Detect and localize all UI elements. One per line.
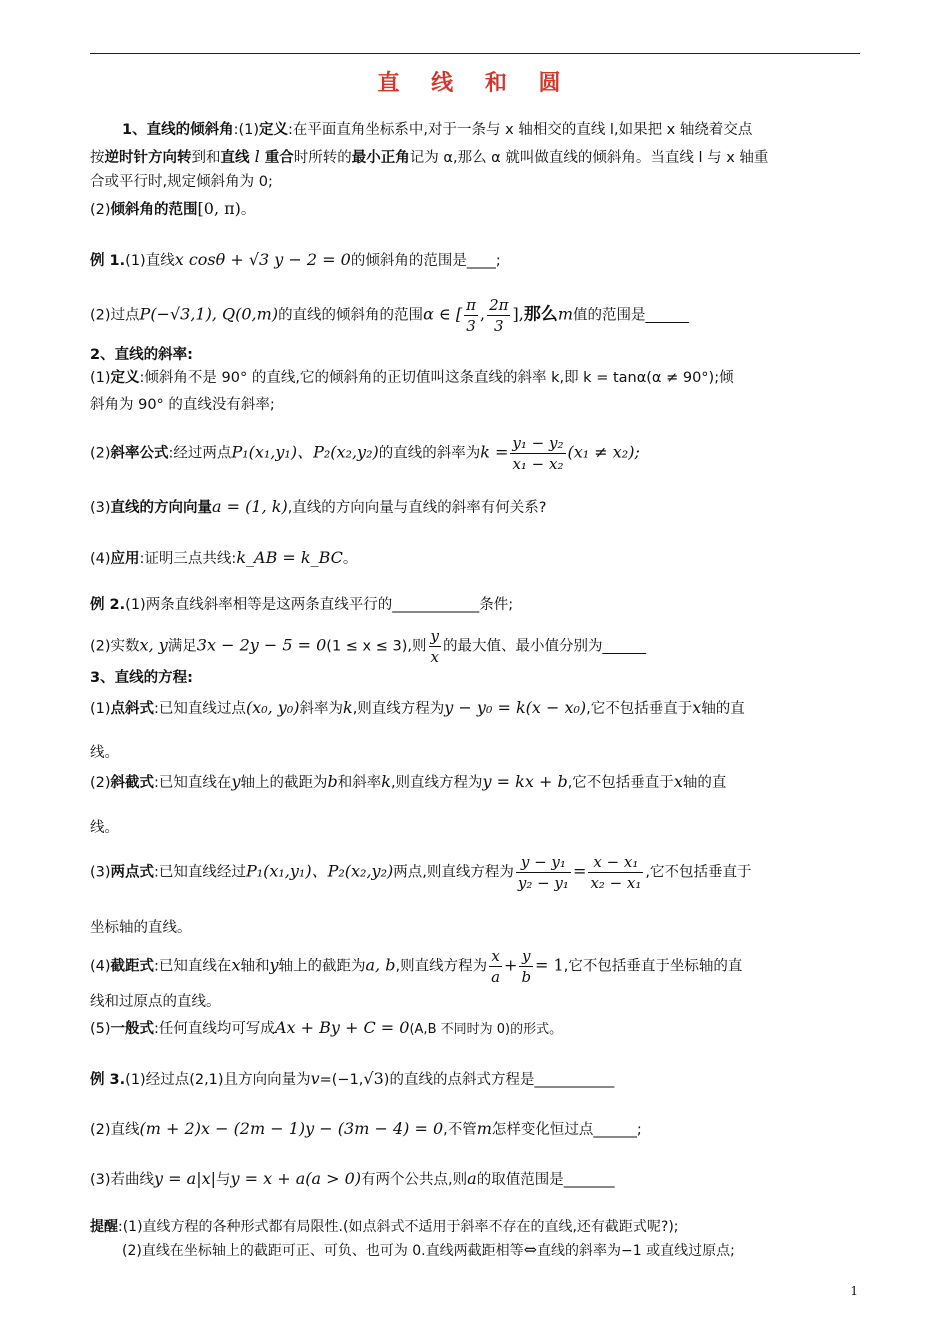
sec1-line4	[90, 199, 255, 220]
sec3-two-point-cont: 坐标轴的直线。	[90, 920, 192, 936]
sec1-bold: 最小正角	[351, 150, 410, 166]
ex2-text: (1)两条直线斜率相等是这两条直线平行的____________条件;	[125, 597, 514, 613]
sec1-text: 。	[240, 202, 256, 218]
sec1-text: :在平面直角坐标系中,对于一条与 x 轴相交的直线 l,如果把 x 轴绕着交点	[288, 122, 753, 138]
sec3-math: = 1	[535, 955, 564, 975]
sec2-text: (3)	[90, 500, 111, 516]
tip-text: :(1)直线方程的各种形式都有局限性.(如点斜式不适用于斜率不存在的直线,还有截距式呢?);	[118, 1219, 679, 1235]
ex3-math: m	[476, 1119, 492, 1138]
sec1-line1	[122, 120, 752, 140]
fraction-num: y	[519, 946, 533, 967]
sec2-heading-text: 2、直线的斜率:	[90, 347, 193, 363]
sec3-math: y − y₀ = k(x − x₀)	[444, 698, 587, 717]
sec1-heading: 1、直线的倾斜角	[122, 122, 234, 138]
sec3-math: (x₀, y₀)	[245, 698, 300, 717]
sec3-general	[90, 1018, 562, 1040]
sec1-text: :(1)	[233, 122, 260, 138]
ex3-label: 例 3.	[90, 1072, 126, 1088]
ex3-part3	[90, 1169, 614, 1190]
sec3-slope-intercept-cont: 线。	[90, 820, 119, 836]
ex3-math: a	[467, 1169, 477, 1188]
intercept-fraction-y	[519, 946, 533, 987]
fraction-den: y₂ − y₁	[517, 874, 569, 892]
sec2-line5	[90, 548, 357, 569]
ex3-text: (2)直线	[90, 1122, 140, 1138]
ex2-text: 满足	[167, 638, 197, 655]
ex2-part2	[90, 626, 646, 667]
sec3-text: 斜率为	[299, 701, 343, 717]
sec2-text: (2)	[90, 445, 111, 462]
sec3-slope-intercept	[90, 772, 726, 793]
sec1-line2	[90, 147, 768, 168]
sec3-two-point	[90, 852, 752, 893]
sec3-math: y	[231, 772, 241, 791]
sec3-math: y = kx + b	[482, 772, 568, 791]
fraction-den: x₁ − x₂	[512, 455, 564, 473]
header-rule	[90, 53, 860, 54]
ex3-math: y = a|x|	[154, 1169, 217, 1188]
fraction-num: π	[466, 296, 476, 314]
fraction-den: a	[491, 968, 501, 986]
sec3-text: 和斜率	[337, 775, 382, 791]
sec3-text: 轴的直	[701, 701, 745, 717]
sec2-bold: 应用	[110, 551, 140, 567]
fraction-num: 2π	[489, 296, 509, 314]
sec1-text: 时所转的	[293, 150, 352, 166]
sec2-text: :倾斜角不是 90° 的直线,它的倾斜角的正切值叫这条直线的斜率 k,即 k = tanα(α ≠ 90°);倾	[139, 370, 734, 386]
sec2-math: a = (1, k)	[212, 497, 288, 516]
sec3-math: a, b	[365, 955, 396, 975]
sec3-bold: 一般式	[110, 1021, 155, 1037]
ex3-math: √3	[363, 1069, 384, 1088]
fraction-num: y − y₁	[516, 852, 571, 873]
sec2-math: k_AB = k_BC	[236, 548, 343, 567]
sec3-bold: 截距式	[110, 958, 155, 975]
intercept-fraction-x	[489, 946, 502, 987]
sec2-math: P₁(x₁,y₁)、P₂(x₂,y₂)	[231, 442, 379, 462]
sec3-math: x	[673, 772, 683, 791]
sec3-text: (3)	[90, 864, 111, 881]
sec3-point-slope-cont: 线。	[90, 745, 119, 761]
sec2-text: ,直线的方向向量与直线的斜率有何关系?	[287, 500, 547, 516]
sec2-text: (1)	[90, 370, 111, 386]
two-point-fraction-x	[588, 852, 643, 893]
sec2-line2: 斜角为 90° 的直线没有斜率;	[90, 397, 275, 413]
fraction-num: x	[489, 946, 502, 967]
ex1-math: m	[557, 304, 573, 324]
sec1-definition-label: 定义	[259, 122, 289, 138]
sec1-text: 到和	[191, 150, 221, 166]
ex3-part1	[90, 1069, 614, 1090]
sec3-point-slope	[90, 698, 745, 719]
sec3-text: :已知直线在	[154, 958, 232, 975]
sec3-text: 轴上的截距为	[278, 958, 366, 975]
sec1-text: 按	[90, 150, 105, 166]
sec2-line4	[90, 497, 547, 518]
ex3-text: 怎样变化恒过点______;	[491, 1122, 642, 1138]
sec3-text: ,则直线方程为	[352, 701, 445, 717]
sec1-bold: 逆时针方向转	[104, 150, 192, 166]
ex3-part2	[90, 1119, 642, 1140]
ex3-text: =(−1,	[319, 1072, 364, 1088]
sec3-text: 轴的直	[682, 775, 727, 791]
sec1-range-label: 倾斜角的范围	[110, 202, 198, 218]
sec1-text: (2)	[90, 202, 111, 218]
sec3-math: Ax + By + C = 0	[274, 1018, 410, 1037]
sec3-bold: 点斜式	[110, 701, 155, 717]
sec3-math: b	[327, 772, 338, 791]
sec3-text: :任何直线均可写成	[154, 1021, 275, 1037]
ex2-text: 的最大值、最小值分别为______	[442, 638, 646, 655]
sec2-line1	[90, 368, 734, 388]
ex1-math: ,	[479, 304, 486, 324]
sec2-math: (x₁ ≠ x₂);	[567, 442, 640, 462]
ex2-text: (1 ≤ x ≤ 3),则	[326, 638, 427, 655]
tip-line2	[122, 1240, 735, 1261]
page-number: 1	[850, 1284, 858, 1298]
ex1-label: 例 1.	[90, 253, 126, 269]
ex3-math: (m + 2)x − (2m − 1)y − (3m − 4) = 0	[139, 1119, 444, 1138]
iff-symbol: ⇔	[523, 1240, 538, 1259]
ex3-text: )的直线的点斜式方程是___________	[383, 1072, 615, 1088]
sec2-text: 。	[342, 551, 358, 567]
sec2-text: 的直线的斜率为	[378, 445, 481, 462]
tip-label: 提醒	[90, 1219, 118, 1235]
sec3-math: =	[572, 861, 587, 881]
ex3-text: ,不管	[443, 1122, 477, 1138]
tip-text: 直线的斜率为−1 或直线过原点;	[537, 1243, 735, 1259]
sec3-heading-text: 3、直线的方程:	[90, 670, 193, 686]
sec3-text: ,它不包括垂直于	[567, 775, 674, 791]
ex2-text: (2)实数	[90, 638, 140, 655]
sec3-text: (2)	[90, 775, 111, 791]
tip-line1	[90, 1217, 679, 1237]
sec3-math: x	[231, 955, 241, 975]
ex2-math: x, y	[139, 635, 168, 655]
sec3-text: (1)	[90, 701, 111, 717]
ex1-math: α ∈ [	[423, 304, 463, 324]
ex3-text: 的取值范围是_______	[476, 1172, 615, 1188]
sec1-line3: 合或平行时,规定倾斜角为 0;	[90, 174, 273, 190]
sec2-heading	[90, 345, 193, 365]
slope-fraction	[510, 433, 565, 474]
sec3-bold: 斜截式	[110, 775, 155, 791]
ex3-text: (3)若曲线	[90, 1172, 155, 1188]
ex1-fraction	[487, 295, 510, 336]
ex3-math: y = x + a(a > 0)	[230, 1169, 362, 1188]
sec1-math: l	[249, 147, 265, 166]
ex2-label: 例 2.	[90, 597, 126, 613]
fraction-den: 3	[466, 317, 476, 335]
tip-text: (2)直线在坐标轴上的截距可正、可负、也可为 0.直线两截距相等	[122, 1243, 524, 1259]
sec2-bold: 定义	[110, 370, 140, 386]
fraction-den: x₂ − x₁	[590, 874, 642, 892]
sec3-text: 两点,则直线方程为	[393, 864, 514, 881]
sec3-text: (5)	[90, 1021, 111, 1037]
sec3-text: ,它不包括垂直于	[586, 701, 693, 717]
sec3-math: y	[269, 955, 279, 975]
sec3-intercept	[90, 946, 742, 987]
sec3-math: x	[692, 698, 702, 717]
sec3-text: (A,B 不同时为 0)的形式。	[409, 1022, 563, 1037]
ex1-fraction	[464, 295, 478, 336]
sec3-text: :已知直线经过	[154, 864, 246, 881]
ex2-fraction	[429, 626, 441, 667]
ex1-part1	[90, 250, 501, 271]
fraction-den: x	[430, 648, 439, 666]
fraction-num: y	[430, 627, 439, 645]
fraction-num: x − x₁	[588, 852, 643, 873]
fraction-den: 3	[494, 317, 504, 335]
ex3-text: 有两个公共点,则	[361, 1172, 468, 1188]
sec3-intercept-cont: 线和过原点的直线。	[90, 994, 221, 1010]
sec3-text: :已知直线过点	[154, 701, 246, 717]
sec3-text: 轴和	[240, 958, 270, 975]
ex1-text: (2)过点	[90, 307, 140, 324]
sec3-text: ,它不包括垂直于	[645, 864, 752, 881]
ex1-text: 那么	[523, 304, 558, 325]
two-point-fraction-y	[516, 852, 571, 893]
sec2-math: k =	[480, 442, 509, 462]
ex3-text: 与	[216, 1172, 231, 1188]
sec3-text: (4)	[90, 958, 111, 975]
sec2-bold: 斜率公式	[110, 445, 169, 462]
ex1-math: ],	[512, 304, 524, 324]
sec3-math: k	[342, 698, 353, 717]
fraction-den: b	[521, 968, 532, 986]
sec3-math: P₁(x₁,y₁)、P₂(x₂,y₂)	[245, 861, 394, 881]
sec1-text: 记为 α,那么 α 就叫做直线的倾斜角。当直线 l 与 x 轴重	[409, 150, 769, 166]
sec2-line3	[90, 433, 640, 474]
sec3-math: +	[504, 955, 518, 975]
ex1-part2	[90, 295, 689, 336]
sec3-bold: 两点式	[110, 864, 155, 881]
sec1-bold: 重合	[264, 150, 294, 166]
ex2-part1	[90, 595, 513, 615]
sec3-text: :已知直线在	[154, 775, 232, 791]
sec2-text: (4)	[90, 551, 111, 567]
sec1-range-math: [0, π)	[197, 199, 241, 218]
sec3-text: ,则直线方程为	[395, 958, 488, 975]
ex3-text: (1)经过点(2,1)且方向向量为	[125, 1072, 311, 1088]
ex1-math: P(−√3,1), Q(0,m)	[139, 304, 279, 324]
sec2-bold: 直线的方向向量	[110, 500, 213, 516]
sec3-heading	[90, 668, 193, 688]
sec2-text: :经过两点	[168, 445, 232, 462]
ex1-math: x cosθ + √3 y − 2 = 0	[174, 250, 351, 269]
sec3-text: 轴上的截距为	[240, 775, 328, 791]
ex1-text: 值的范围是______	[572, 307, 689, 324]
ex1-text: (1)直线	[125, 253, 175, 269]
sec2-text: :证明三点共线:	[139, 551, 237, 567]
sec3-text: ,它不包括垂直于坐标轴的直	[563, 958, 743, 975]
sec3-text: ,则直线方程为	[390, 775, 483, 791]
sec3-math: k	[381, 772, 391, 791]
ex3-math: v	[310, 1069, 320, 1088]
ex1-text: 的倾斜角的范围是____;	[350, 253, 501, 269]
ex1-text: 的直线的倾斜角的范围	[278, 307, 424, 324]
sec1-bold: 直线	[220, 150, 250, 166]
fraction-num: y₁ − y₂	[512, 434, 564, 452]
ex2-math: 3x − 2y − 5 = 0	[196, 635, 327, 655]
page-title: 直 线 和 圆	[377, 71, 573, 96]
